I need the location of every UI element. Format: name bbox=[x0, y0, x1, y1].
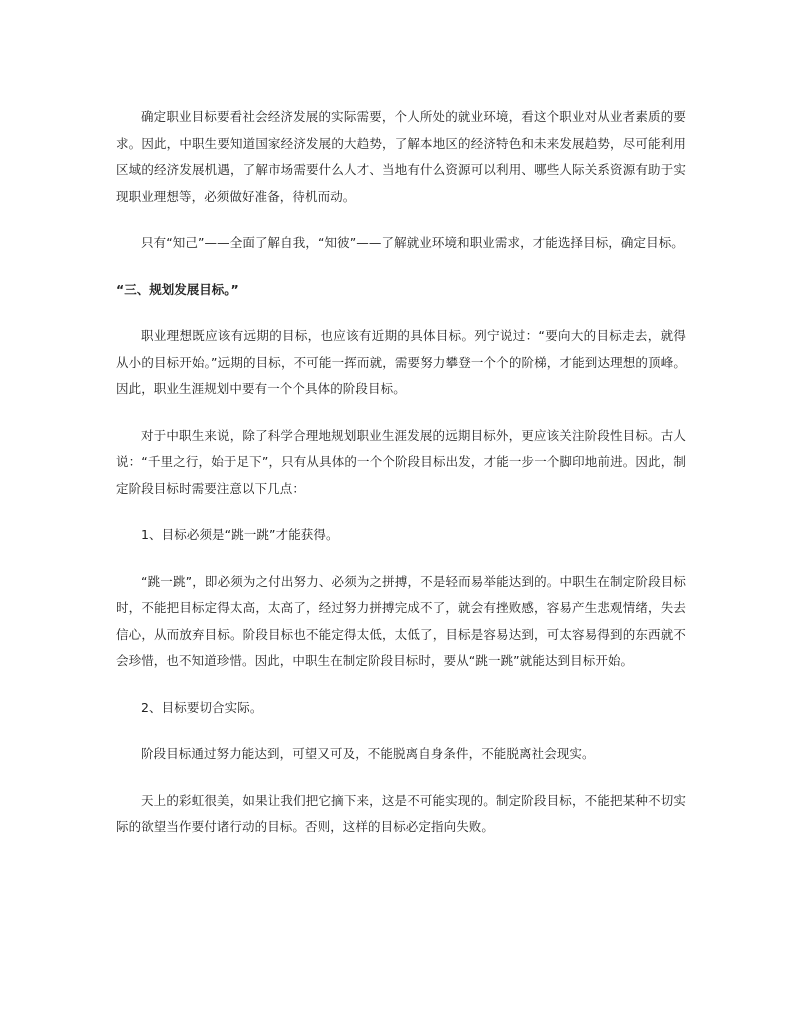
paragraph-long-short-term-goals: 职业理想既应该有远期的目标，也应该有近期的具体目标。列宁说过：“要向大的目标走去，就得从小的目标开始。”远期的目标，不可能一挥而就，需要努力攀登一个个的阶梯，才能到达理想的顶峰。因此，职业生涯规划中要有一个个具体的阶段目标。 bbox=[116, 328, 686, 396]
section-heading: “三、规划发展目标。” bbox=[116, 281, 239, 297]
document-page bbox=[116, 104, 686, 861]
paragraph-rainbow-analogy: 天上的彩虹很美，如果让我们把它摘下来，这是不可能实现的。制定阶段目标，不能把某种不切实际的欲望当作要付诸行动的目标。否则，这样的目标必定指向失败。 bbox=[116, 792, 686, 834]
paragraph-stage-goals: 对于中职生来说，除了科学合理地规划职业生涯发展的远期目标外，更应该关注阶段性目标。古人说：“千里之行，始于足下”，只有从具体的一个个阶段目标出发，才能一步一个脚印地前进。因此，制定阶段目标时需要注意以下几点： bbox=[116, 427, 686, 496]
paragraph-jump-explanation: “跳一跳”，即必须为之付出努力、必须为之拼搏，不是轻而易举能达到的。中职生在制定阶段目标时，不能把目标定得太高，太高了，经过努力拼搏完成不了，就会有挫败感，容易产生悲观情绪，失去信心，从而放弃目标。阶段目标也不能定得太低，太低了，目标是容易达到，可太容易得到的东西就不会珍惜，也不知道珍惜。因此，中职生在制定阶段目标时，要从“跳一跳”就能达到目标开始。 bbox=[116, 573, 686, 668]
list-item-point-2: 2、目标要切合实际。 bbox=[141, 699, 263, 715]
paragraph-know-self-know-other: 只有“知己”——全面了解自我，“知彼”——了解就业环境和职业需求，才能选择目标，确定目标。 bbox=[141, 235, 684, 250]
paragraph-realistic-goals: 阶段目标通过努力能达到，可望又可及，不能脱离自身条件，不能脱离社会现实。 bbox=[141, 746, 595, 761]
list-item-point-1: 1、目标必须是“跳一跳”才能获得。 bbox=[141, 527, 339, 542]
paragraph-career-goal-needs: 确定职业目标要看社会经济发展的实际需要，个人所处的就业环境，看这个职业对从业者素质的要求。因此，中职生要知道国家经济发展的大趋势，了解本地区的经济特色和未来发展趋势，尽可能利用区域的经济发展机遇，了解市场需要什么人才、当地有什么资源可以利用、哪些人际关系资源有助于实现职业理想等，必须做好准备，待机而动。 bbox=[116, 109, 686, 204]
